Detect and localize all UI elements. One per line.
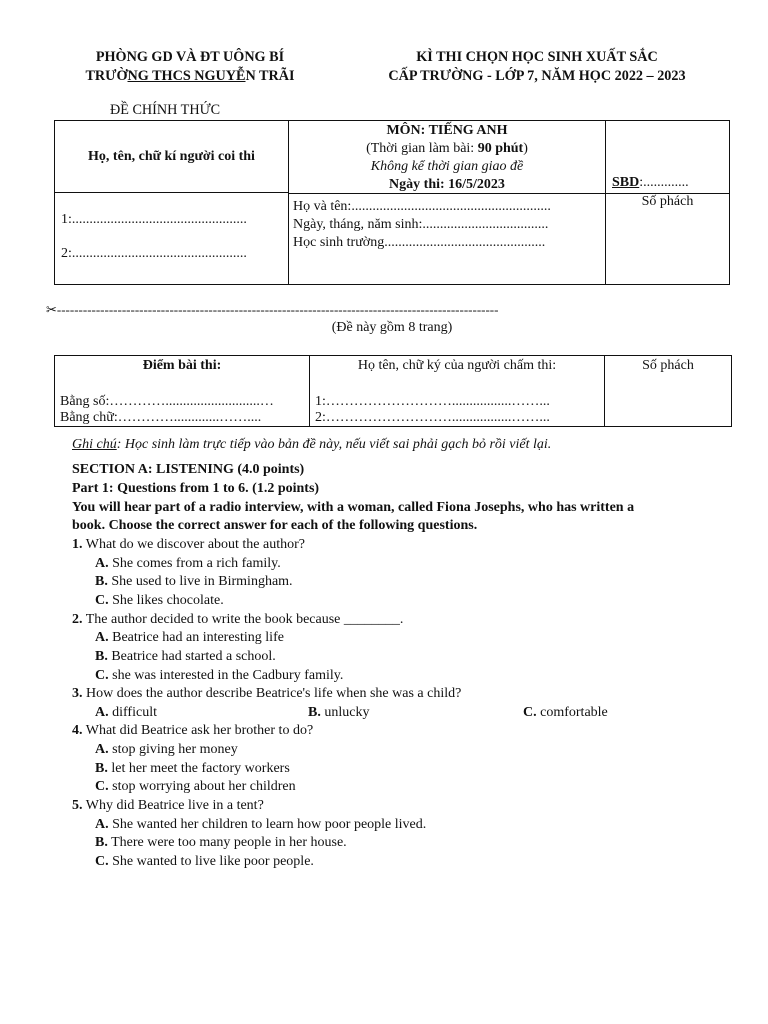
question-5: 5. Why did Beatrice live in a tent? bbox=[72, 798, 264, 813]
note bbox=[72, 436, 551, 455]
school-field[interactable]: Học sinh trường.............................................. bbox=[293, 235, 546, 250]
candidate-cell bbox=[289, 121, 606, 285]
question-2-option-c[interactable]: C. she was interested in the Cadbury family. bbox=[95, 668, 344, 683]
subject-title: MÔN: TIẾNG ANH bbox=[386, 123, 508, 138]
question-1: 1. What do we discover about the author? bbox=[72, 537, 306, 552]
question-4: 4. What did Beatrice ask her brother to do? bbox=[72, 723, 314, 738]
name-field[interactable]: Họ và tên:......................................................... bbox=[293, 199, 551, 214]
header-left bbox=[40, 48, 340, 86]
department-name: PHÒNG GD VÀ ĐT UÔNG BÍ bbox=[95, 49, 285, 65]
question-3-option-b[interactable]: B. unlucky bbox=[308, 705, 370, 720]
info-table bbox=[54, 120, 730, 285]
cut-line: ✂------------------------------------------------------------------------------------------------------ bbox=[46, 302, 499, 317]
question-5-option-c[interactable]: C. She wanted to live like poor people. bbox=[95, 854, 314, 869]
question-3-option-a[interactable]: A. difficult bbox=[95, 705, 157, 720]
question-2-option-a[interactable]: A. Beatrice had an interesting life bbox=[95, 630, 284, 645]
score-so-phach-cell bbox=[605, 356, 732, 427]
question-5-option-a[interactable]: A. She wanted her children to learn how poor people lived. bbox=[95, 817, 427, 832]
grader-cell bbox=[310, 356, 605, 427]
score-cell bbox=[55, 356, 310, 427]
grader-1-field[interactable]: 1:……………………….................……... bbox=[315, 394, 550, 409]
question-1-option-c[interactable]: C. She likes chocolate. bbox=[95, 593, 224, 608]
question-4-option-b[interactable]: B. let her meet the factory workers bbox=[95, 761, 290, 776]
score-number-field[interactable]: Bằng số:…………...........................… bbox=[60, 394, 274, 409]
page-count: (Đề này gồm 8 trang) bbox=[331, 320, 453, 335]
proctor-1-field[interactable]: 1:.................................................. bbox=[61, 212, 247, 227]
instruction-line-2: book. Choose the correct answer for each of the following questions. bbox=[72, 518, 478, 533]
grader-label: Họ tên, chữ ký của người chấm thi: bbox=[357, 358, 557, 373]
header-right bbox=[362, 48, 712, 86]
question-1-option-a[interactable]: A. She comes from a rich family. bbox=[95, 556, 281, 571]
exam-name: KÌ THI CHỌN HỌC SINH XUẤT SẮC bbox=[416, 49, 658, 65]
note-text: : Học sinh làm trực tiếp vào bản đề này, nếu viết sai phải gạch bỏ rồi viết lại. bbox=[116, 437, 552, 452]
grader-2-field[interactable]: 2:……………………….................……... bbox=[315, 410, 550, 425]
part-title: Part 1: Questions from 1 to 6. (1.2 points) bbox=[72, 481, 320, 496]
question-3-option-c[interactable]: C. comfortable bbox=[523, 705, 608, 720]
official-label: ĐỀ CHÍNH THỨC bbox=[110, 102, 221, 118]
question-5-option-b[interactable]: B. There were too many people in her house. bbox=[95, 835, 347, 850]
exam-date: Ngày thi: 16/5/2023 bbox=[389, 177, 505, 192]
no-delivery-note: Không kể thời gian giao đề bbox=[370, 159, 524, 174]
sbd-cell bbox=[606, 121, 730, 285]
score-label: Điểm bài thi: bbox=[142, 358, 222, 373]
question-4-option-c[interactable]: C. stop worrying about her children bbox=[95, 779, 296, 794]
proctor-2-field[interactable]: 2:.................................................. bbox=[61, 246, 247, 261]
question-2: 2. The author decided to write the book because ________. bbox=[72, 612, 404, 627]
section-title: SECTION A: LISTENING (4.0 points) bbox=[72, 462, 305, 477]
proctor-signatures bbox=[55, 193, 289, 285]
question-4-option-a[interactable]: A. stop giving her money bbox=[95, 742, 238, 757]
note-label: Ghi chú bbox=[72, 437, 117, 452]
so-phach-label: Số phách bbox=[641, 194, 694, 209]
sbd-field[interactable]: SBD:............. bbox=[612, 175, 689, 190]
dob-field[interactable]: Ngày, tháng, năm sinh:.................................... bbox=[293, 217, 549, 232]
proctor-label-cell: Họ, tên, chữ kí người coi thi bbox=[55, 121, 289, 193]
exam-level: CẤP TRƯỜNG - LỚP 7, NĂM HỌC 2022 – 2023 bbox=[388, 68, 686, 84]
school-name: TRƯỜNG THCS NGUYỄN TRÃI bbox=[85, 68, 295, 84]
question-1-option-b[interactable]: B. She used to live in Birmingham. bbox=[95, 574, 293, 589]
score-table bbox=[54, 355, 732, 427]
question-3: 3. How does the author describe Beatrice's life when she was a child? bbox=[72, 686, 462, 701]
instruction-line-1: You will hear part of a radio interview, with a woman, called Fiona Josephs, who has written a bbox=[72, 500, 635, 515]
time-limit: (Thời gian làm bài: 90 phút) bbox=[366, 141, 528, 156]
score-so-phach-label: Số phách bbox=[642, 358, 694, 373]
question-2-option-b[interactable]: B. Beatrice had started a school. bbox=[95, 649, 276, 664]
score-words-field[interactable]: Bằng chữ:………….............…….... bbox=[60, 410, 262, 425]
